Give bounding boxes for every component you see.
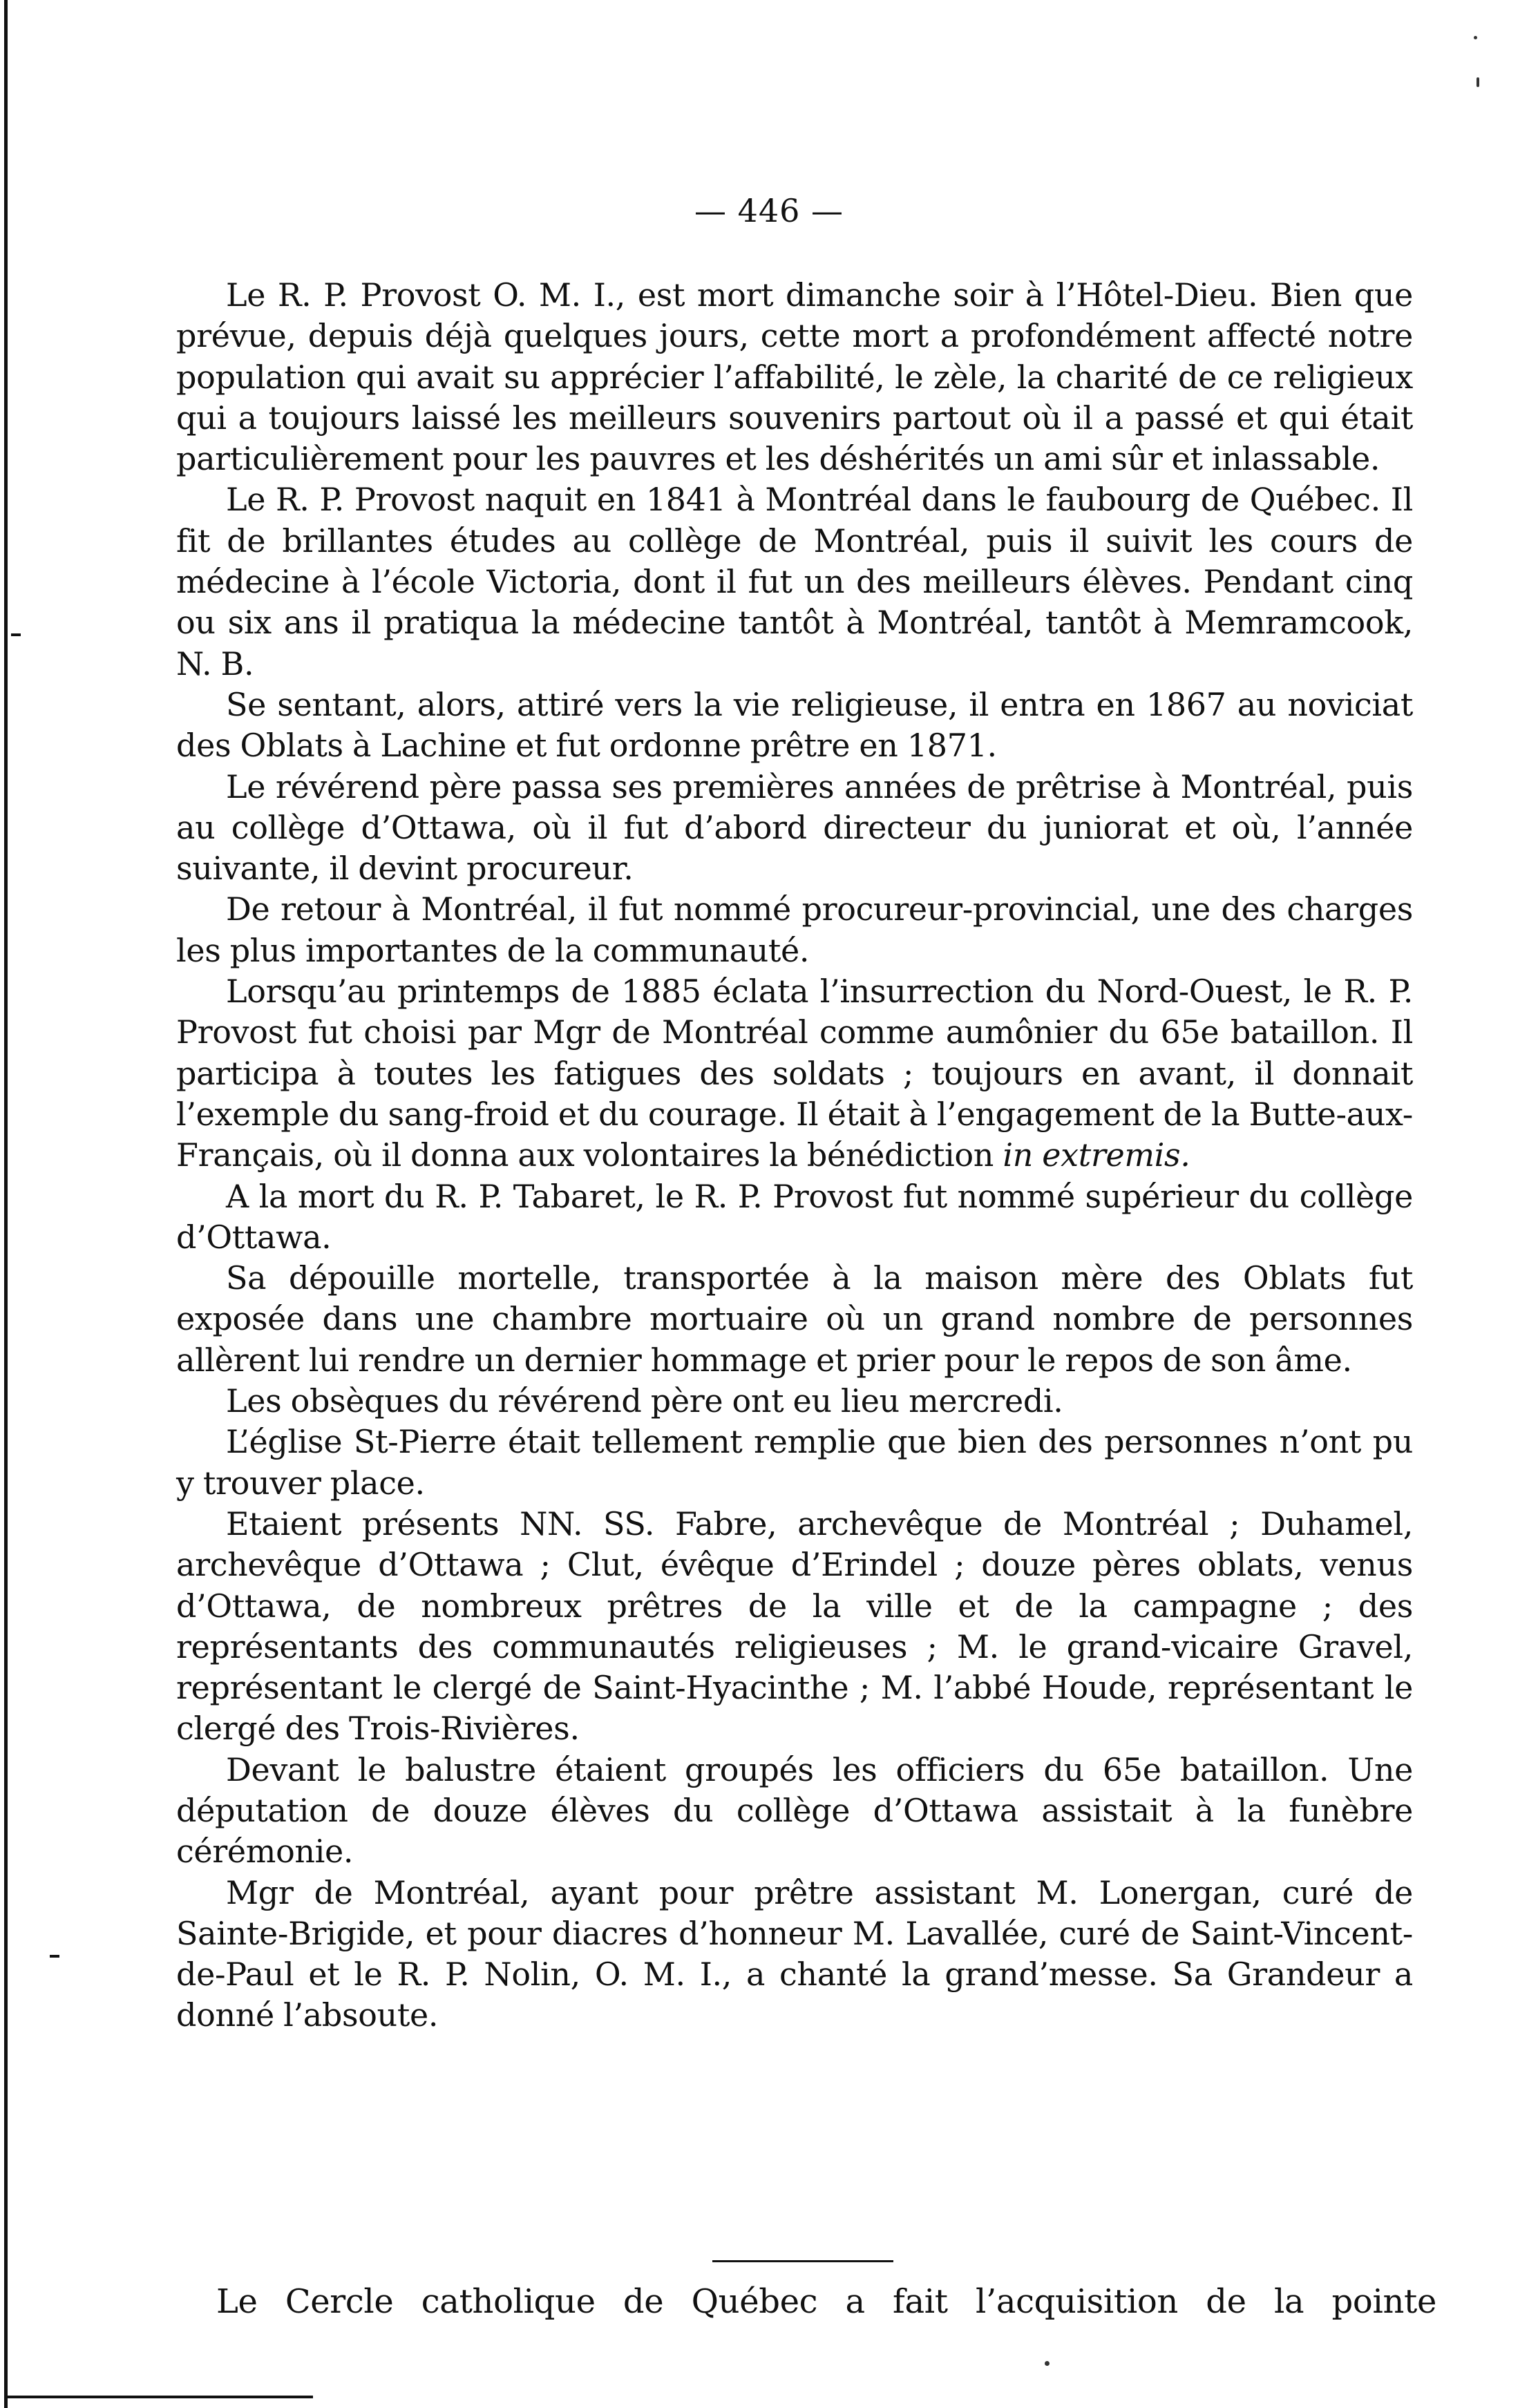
margin-tick-mark: [11, 633, 21, 636]
paragraph: Le R. P. Provost naquit en 1841 à Montréal dans le faubourg de Québec. Il fit de brillantes études au collège de Montréal, puis il suivit les cours de médecine à l’école Victoria, dont il fut un des meilleurs élèves. Pendant cinq ou six ans il pratiqua la médecine tantôt à Montréal, tantôt à Memramcook, N. B.: [176, 481, 1413, 682]
paragraph: Sa dépouille mortelle, transportée à la maison mère des Oblats fut exposée dans une chambre mortuaire où un grand nombre de personnes allèrent lui rendre un dernier hommage et prier pour le repos de son âme.: [176, 1259, 1413, 1379]
paragraph: De retour à Montréal, il fut nommé procureur-provincial, une des charges les plus importantes de la communauté.: [176, 890, 1413, 969]
paragraph: Le R. P. Provost O. M. I., est mort dimanche soir à l’Hôtel-Dieu. Bien que prévue, depuis déjà quelques jours, cette mort a profondément affecté notre population qui avait su apprécier l’affabilité, le zèle, la charité de ce religieux qui a toujours laissé les meilleurs souvenirs partout où il a passé et qui était particulièrement pour les pauvres et les déshérités un ami sûr et inlassable.: [176, 276, 1413, 478]
left-margin-rule: [4, 0, 8, 2408]
scan-speck: [1474, 36, 1477, 39]
bottom-margin-rule: [8, 2396, 313, 2398]
paragraph: A la mort du R. P. Tabaret, le R. P. Provost fut nommé supérieur du collège d’Ottawa.: [176, 1177, 1413, 1256]
paragraph: Les obsèques du révérend père ont eu lieu mercredi.: [226, 1382, 1063, 1420]
scan-speck: [1477, 77, 1479, 87]
italic-phrase: in extremis.: [1003, 1136, 1190, 1174]
paragraph-text: Lorsqu’au printemps de 1885 éclata l’insurrection du Nord-Ouest, le R. P. Provost fut choisi par Mgr de Montréal comme aumônier du 65e bataillon. Il participa à toutes les fatigues des soldats ; toujours en avant, il donnait l’exemple du sang-froid et du courage. Il était à l’engagement de la Butte-aux-Français, où il donna aux volontaires la bénédiction: [176, 973, 1413, 1174]
paragraph: Se sentant, alors, attiré vers la vie religieuse, il entra en 1867 au noviciat des Oblats à Lachine et fut ordonne prêtre en 1871.: [176, 685, 1413, 765]
paragraph: L’église St-Pierre était tellement remplie que bien des personnes n’ont pu y trouver place.: [176, 1423, 1413, 1502]
paragraph-with-italic: [176, 971, 1413, 1176]
paragraph: Etaient présents NN. SS. Fabre, archevêque de Montréal ; Duhamel, archevêque d’Ottawa ; Clut, évêque d’Erindel ; douze pères oblats, venus d’Ottawa, de nombreux prêtres de la ville et de la campagne ; des représentants des communautés religieuses ; M. le grand-vicaire Gravel, représentant le clergé de Saint-Hyacinthe ; M. l’abbé Houde, représentant le clergé des Trois-Rivières.: [176, 1504, 1413, 1748]
page-number: — 446 —: [694, 192, 844, 229]
paragraph: Devant le balustre étaient groupés les officiers du 65e bataillon. Une députation de douze élèves du collège d’Ottawa assistait à la funèbre cérémonie.: [176, 1750, 1413, 1871]
next-article-first-line: Le Cercle catholique de Québec a fait l’acquisition de la pointe: [216, 2282, 1436, 2321]
section-separator: [712, 2260, 893, 2262]
margin-tick-mark: [50, 1955, 59, 1958]
scan-speck: [1045, 2361, 1050, 2366]
article-body: [176, 275, 1413, 2036]
paragraph: Le révérend père passa ses premières années de prêtrise à Montréal, puis au collège d’Ottawa, où il fut d’abord directeur du juniorat et où, l’année suivante, il devint procureur.: [176, 767, 1413, 888]
paragraph: Mgr de Montréal, ayant pour prêtre assistant M. Lonergan, curé de Sainte-Brigide, et pour diacres d’honneur M. Lavallée, curé de Saint-Vincent-de-Paul et le R. P. Nolin, O. M. I., a chanté la grand’messe. Sa Grandeur a donné l’absoute.: [176, 1873, 1413, 2034]
